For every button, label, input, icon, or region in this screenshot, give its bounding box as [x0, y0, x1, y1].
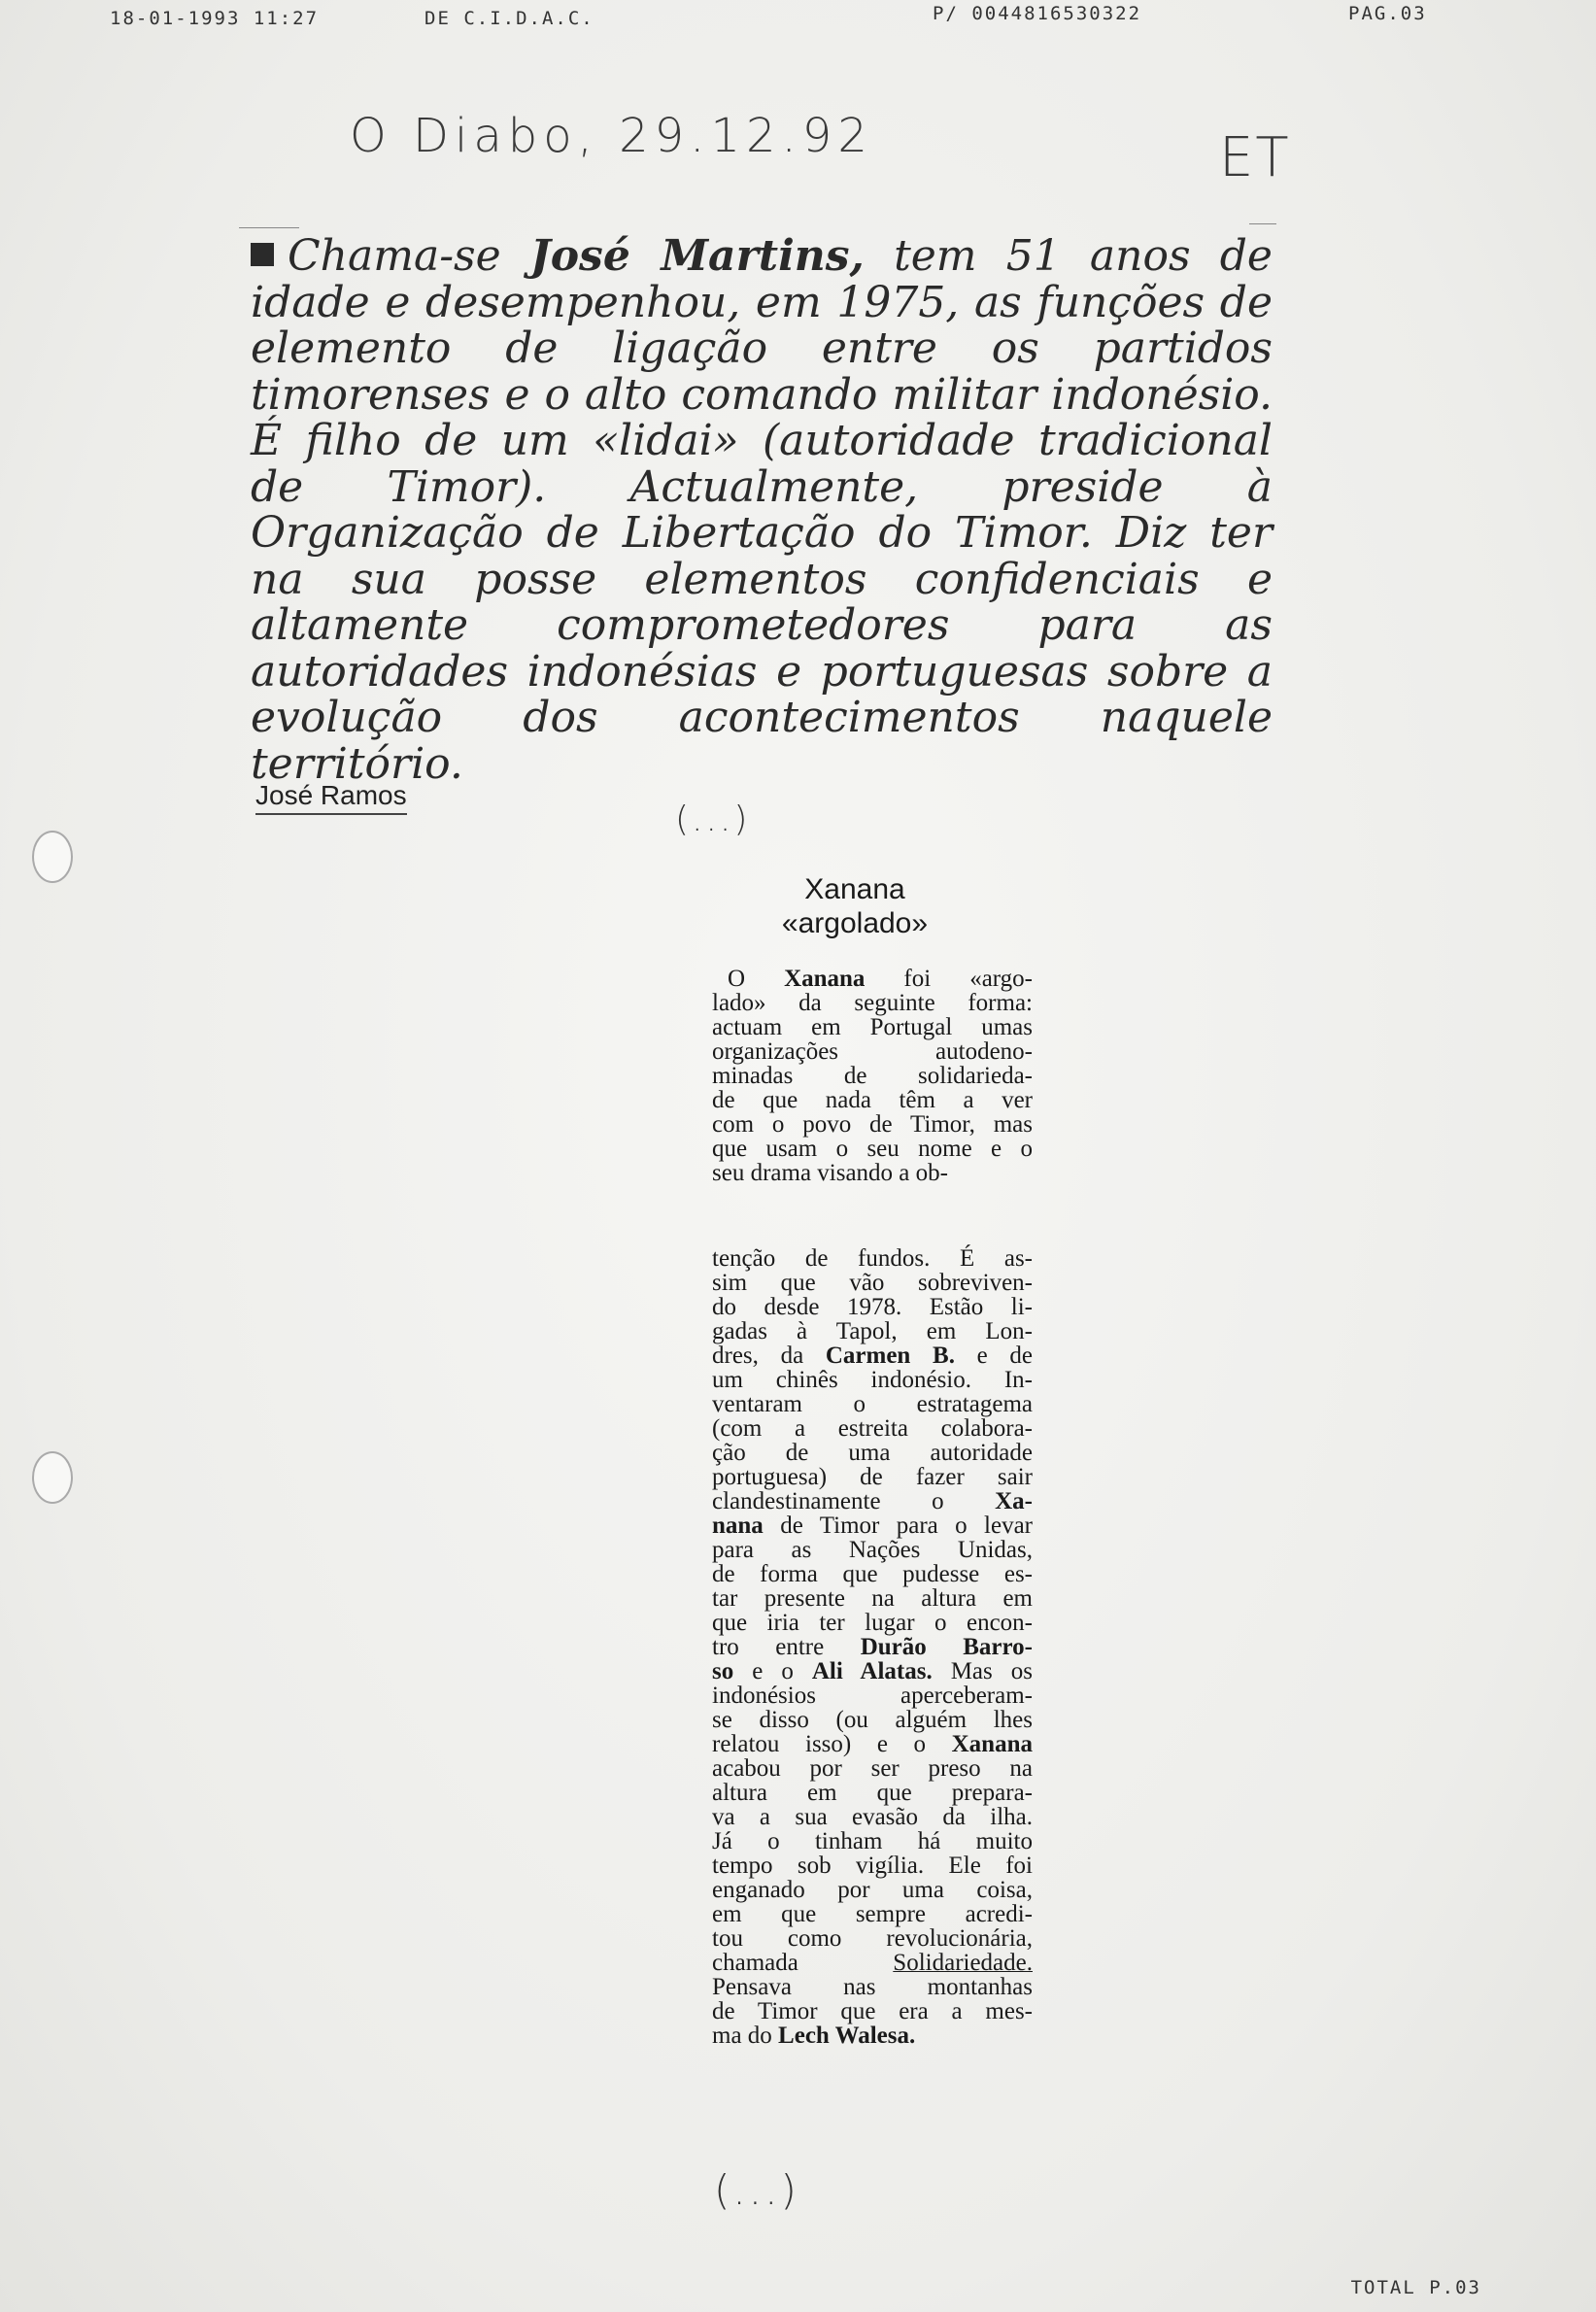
fax-page-number: PAG.03 [1348, 3, 1427, 24]
top-rule-right [1249, 223, 1276, 224]
article-text-run: so [712, 1658, 734, 1684]
article-text-run: de forma que pudesse es- [712, 1561, 1033, 1587]
fax-phone: P/ 0044816530322 [933, 3, 1142, 24]
article-text-run: Solidariedade. [893, 1950, 1033, 1976]
binder-hole-bottom [32, 1451, 73, 1504]
article-line [712, 1781, 1033, 1805]
article-line [712, 1756, 1033, 1781]
article-text-run: Lech Walesa. [778, 2023, 916, 2049]
article-text-run: (com a estreita colabora- [712, 1415, 1033, 1442]
article-text-run: que usam o seu nome e o [712, 1136, 1033, 1162]
fax-total-pages: TOTAL P.03 [1350, 2277, 1481, 2298]
fax-datetime: 18-01-1993 11:27 [110, 8, 320, 29]
article-text-run: actuam em Portugal umas [712, 1014, 1033, 1040]
article-line [712, 1416, 1033, 1441]
article-text-run: Xa- [995, 1488, 1033, 1514]
article-text-run: acabou por ser preso na [712, 1755, 1033, 1782]
article-text-run: seu drama visando a ob- [712, 1160, 948, 1186]
article-text-run: com o povo de Timor, mas [712, 1111, 1033, 1138]
handwritten-source: O Diabo, 29.12.92 [350, 109, 873, 163]
article-line [712, 1999, 1033, 2023]
article-text-run: chamada [712, 1950, 894, 1976]
article-column-part-1 [712, 967, 1033, 1185]
article-line [712, 1611, 1033, 1635]
article-line [712, 1319, 1033, 1343]
article-text-run: e de [954, 1343, 1034, 1369]
article-text-run: dres, da [712, 1343, 826, 1369]
article-line [712, 1538, 1033, 1562]
article-line [712, 1902, 1033, 1926]
article-text-run: enganado por uma coisa, [712, 1877, 1033, 1903]
article-text-run: gadas à Tapol, em Lon- [712, 1318, 1033, 1344]
article-text-run: do desde 1978. Estão li- [712, 1294, 1033, 1320]
article-column-part-2 [712, 1246, 1033, 2048]
article-line [712, 1975, 1033, 1999]
article-text-run: tro entre [712, 1634, 861, 1660]
article-line [712, 1112, 1033, 1137]
handwritten-code: ET [1219, 126, 1291, 189]
lead-intro: Chama-se [288, 231, 501, 281]
article-line [712, 1343, 1033, 1368]
fax-sender: DE C.I.D.A.C. [424, 8, 594, 29]
article-line [712, 1586, 1033, 1611]
article-text-run: de Timor que era a mes- [712, 1998, 1033, 2024]
article-line [712, 1708, 1033, 1732]
article-line [712, 1853, 1033, 1878]
article-text-run: Ali Alatas. [811, 1658, 933, 1684]
article-text-run: lado» da seguinte forma: [712, 990, 1033, 1016]
article-line [712, 1015, 1033, 1039]
binder-hole-top [32, 831, 73, 883]
article-line [712, 1039, 1033, 1064]
article-text-run: ma do [712, 2023, 779, 2049]
article-text-run: ção de uma autoridade [712, 1440, 1033, 1466]
article-text-run: indonésios aperceberam- [712, 1683, 1033, 1709]
article-text-run: um chinês indonésio. In- [712, 1367, 1033, 1393]
article-line [712, 967, 1033, 991]
article-text-run: tenção de fundos. É as- [712, 1245, 1033, 1272]
article-text-run: e o [733, 1658, 812, 1684]
article-line [712, 1246, 1033, 1271]
article-text-run: va a sua evasão da ilha. [712, 1804, 1033, 1830]
article-line [712, 1064, 1033, 1088]
lead-paragraph [251, 233, 1273, 787]
article-text-run: O [728, 966, 785, 992]
article-line [712, 1732, 1033, 1756]
article-title-line-2: «argolado» [781, 907, 929, 939]
article-line [712, 1368, 1033, 1392]
article-text-run: Carmen B. [825, 1343, 955, 1369]
article-text-run: Xanana [951, 1731, 1033, 1757]
article-text-run: portuguesa) de fazer sair [712, 1464, 1033, 1490]
article-text-run: nana [712, 1513, 764, 1539]
article-line [712, 1465, 1033, 1489]
article-text-run: minadas de solidarieda- [712, 1063, 1033, 1089]
article-line [712, 991, 1033, 1015]
article-line [712, 1392, 1033, 1416]
article-text-run: que iria ter lugar o encon- [712, 1610, 1033, 1636]
article-title [680, 872, 1030, 940]
article-line [712, 1441, 1033, 1465]
article-text-run: Durão Barro- [860, 1634, 1034, 1660]
article-line [712, 1659, 1033, 1683]
article-text-run: clandestinamente o [712, 1488, 996, 1514]
article-text-run: foi «argo- [865, 966, 1033, 992]
article-line [712, 1161, 1033, 1185]
square-bullet-icon [251, 243, 274, 266]
article-line [712, 1137, 1033, 1161]
lead-name: José Martins, [529, 231, 865, 281]
article-text-run: Mas os [932, 1658, 1033, 1684]
article-text-run: tempo sob vigília. Ele foi [712, 1853, 1033, 1879]
top-rule-left [239, 227, 299, 228]
article-text-run: de Timor para o levar [763, 1513, 1033, 1539]
article-line [712, 2023, 1033, 2048]
article-line [712, 1878, 1033, 1902]
article-line [712, 1951, 1033, 1975]
article-line [712, 1562, 1033, 1586]
article-line [712, 1295, 1033, 1319]
article-text-run: altura em que prepara- [712, 1780, 1033, 1806]
article-line [712, 1635, 1033, 1659]
article-text-run: Pensava nas montanhas [712, 1974, 1033, 2000]
article-text-run: ventaram o estratagema [712, 1391, 1033, 1417]
article-text-run: Xanana [784, 966, 866, 992]
article-text-run: de que nada têm a ver [712, 1087, 1033, 1113]
article-line [712, 1271, 1033, 1295]
article-text-run: sim que vão sobreviven- [712, 1270, 1033, 1296]
article-line [712, 1829, 1033, 1853]
article-text-run: para as Nações Unidas, [712, 1537, 1033, 1563]
article-text-run: Já o tinham há muito [712, 1828, 1033, 1854]
byline: José Ramos [255, 780, 407, 815]
article-line [712, 1489, 1033, 1513]
article-title-line-1: Xanana [804, 873, 905, 905]
article-text-run: tar presente na altura em [712, 1585, 1033, 1612]
article-line [712, 1513, 1033, 1538]
article-text-run: relatou isso) e o [712, 1731, 952, 1757]
lead-text: tem 51 anos de idade e desempenhou, em 1975, as funções de elemento de ligação entre os partidos timorenses e o alto comando militar indonésio. É filho de um «lidai» (autoridade tradicional de Timor). Actualmente, preside à Organização de Libertação do Timor. Diz ter na sua posse elementos confidenciais e altamente comprometedores para as autoridades indonésias e portuguesas sobre a evolução dos acontecimentos naquele território. [251, 231, 1273, 789]
article-text-run: tou como revolucionária, [712, 1925, 1033, 1952]
article-text-run: organizações autodeno- [712, 1038, 1033, 1065]
article-line [712, 1805, 1033, 1829]
ellipsis-top: (...) [675, 799, 751, 839]
article-line [712, 1926, 1033, 1951]
article-text-run: se disso (ou alguém lhes [712, 1707, 1033, 1733]
article-text-run: em que sempre acredi- [712, 1901, 1033, 1927]
article-line [712, 1683, 1033, 1708]
ellipsis-bottom: (...) [714, 2166, 799, 2214]
article-line [712, 1088, 1033, 1112]
